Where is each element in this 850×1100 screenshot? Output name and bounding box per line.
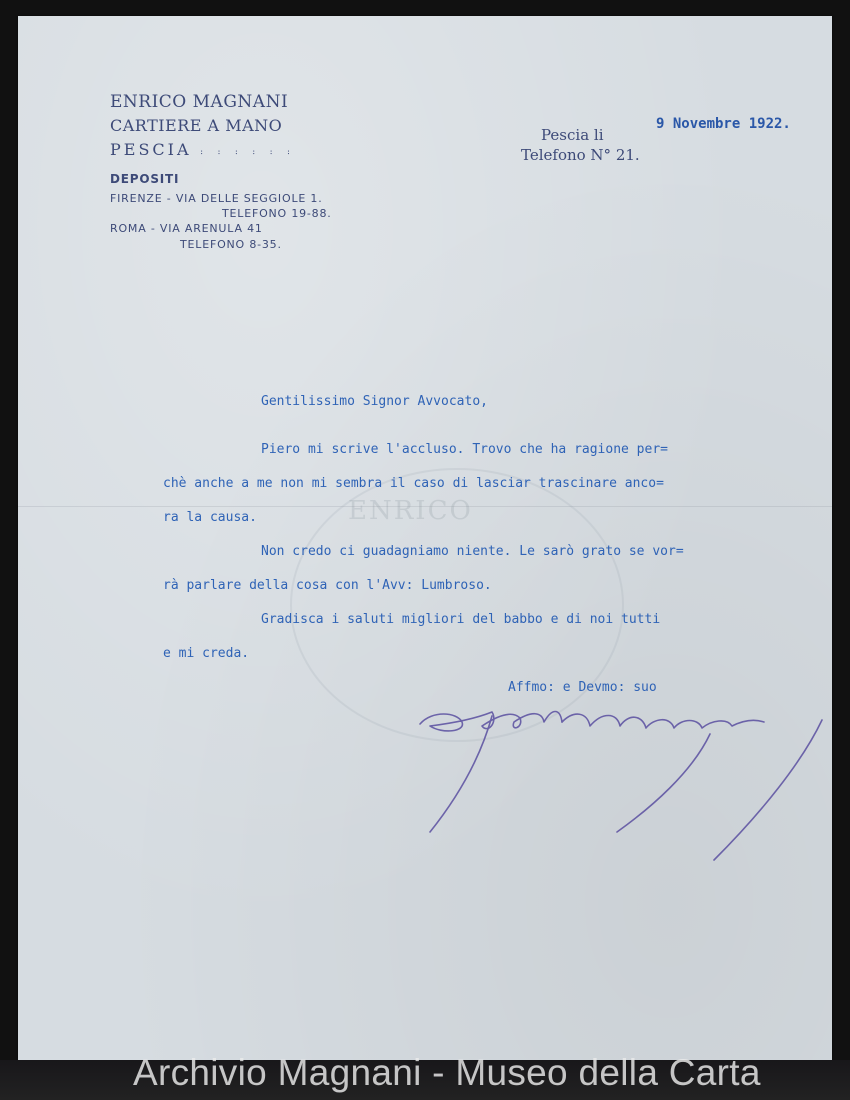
place-phone: Telefono N° 21.: [521, 146, 640, 164]
letterhead-ornament: ꞉ ꞉ ꞉ ꞉ ꞉ ꞉: [191, 148, 296, 158]
body-line-2: chè anche a me non mi sembra il caso di lasciar trascinare anco=: [163, 476, 664, 491]
roma-phone: TELEFONO 8-35.: [180, 238, 282, 251]
company-name: ENRICO MAGNANI: [110, 92, 289, 112]
salutation: Gentilissimo Signor Avvocato,: [261, 394, 488, 409]
company-city-text: PESCIA: [110, 140, 192, 159]
body-line-5: rà parlare della cosa con l'Avv: Lumbroso.: [163, 578, 492, 593]
roma-address: ROMA - VIA ARENULA 41: [110, 222, 263, 235]
firenze-address: FIRENZE - VIA DELLE SEGGIOLE 1.: [110, 192, 323, 205]
letter-date: 9 Novembre 1922.: [656, 116, 791, 132]
body-line-3: ra la causa.: [163, 510, 257, 525]
watermark-text: ENRICO: [348, 496, 473, 526]
company-subtitle: CARTIERE A MANO: [110, 116, 283, 135]
depositi-heading: DEPOSITI: [110, 172, 180, 186]
body-line-1: Piero mi scrive l'accluso. Trovo che ha ragione per=: [261, 442, 668, 457]
handwritten-signature: [402, 682, 832, 862]
company-city: [110, 140, 296, 159]
body-line-6: Gradisca i saluti migliori del babbo e di noi tutti: [261, 612, 661, 627]
closing: Affmo: e Devmo: suo: [508, 680, 657, 695]
body-line-4: Non credo ci guadagniamo niente. Le sarò grato se vor=: [261, 544, 684, 559]
place-city: Pescia li: [541, 126, 604, 144]
archive-credit: Archivio Magnani - Museo della Carta: [133, 1052, 761, 1093]
firenze-phone: TELEFONO 19-88.: [222, 207, 332, 220]
body-line-7: e mi creda.: [163, 646, 250, 661]
